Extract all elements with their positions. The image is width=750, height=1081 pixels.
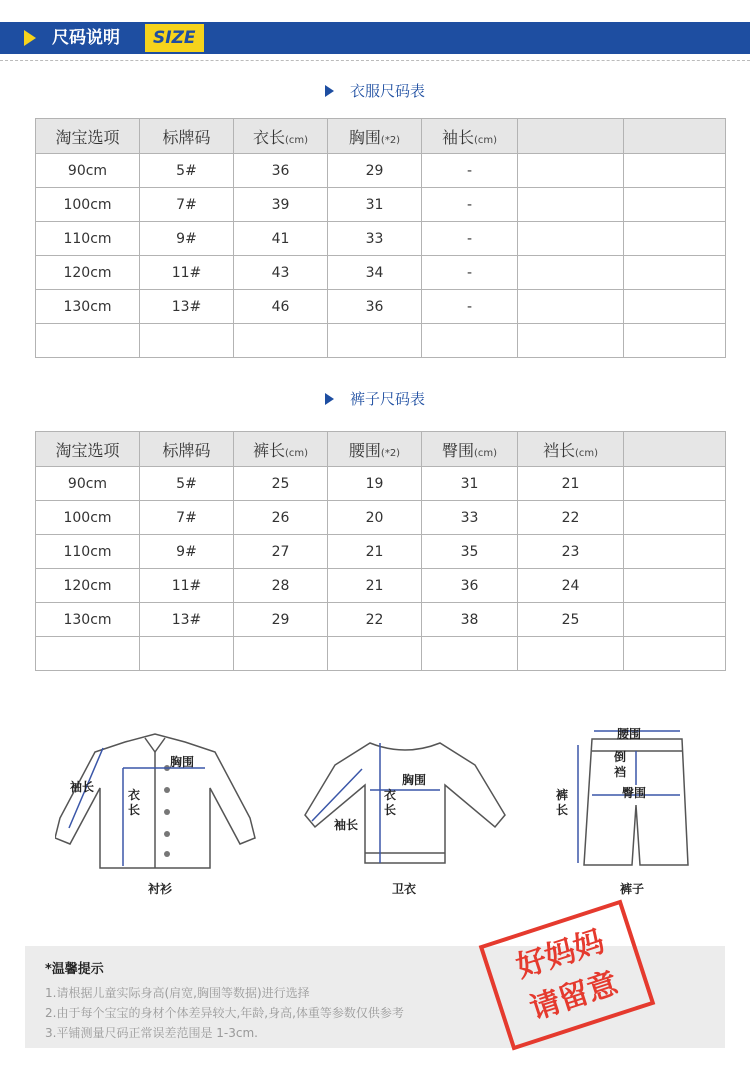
column-header: 标牌码 <box>140 432 234 467</box>
table-cell: 39 <box>234 188 328 222</box>
table-cell: 36 <box>234 154 328 188</box>
table-cell: 22 <box>518 501 624 535</box>
table-cell: 25 <box>234 467 328 501</box>
table-cell: 120cm <box>36 256 140 290</box>
play-arrow-icon <box>24 30 36 46</box>
table-cell <box>518 290 624 324</box>
column-header: 裤长(cm) <box>234 432 328 467</box>
table-cell: 7# <box>140 188 234 222</box>
table-cell: 31 <box>328 188 422 222</box>
column-header: 衣长(cm) <box>234 119 328 154</box>
table-cell: 25 <box>518 603 624 637</box>
tips-line: 2.由于每个宝宝的身材个体差异较大,年龄,身高,体重等参数仅供参考 <box>45 1006 404 1020</box>
table-cell: 5# <box>140 154 234 188</box>
table-cell: 110cm <box>36 222 140 256</box>
table-cell: 9# <box>140 222 234 256</box>
table-cell: - <box>422 290 518 324</box>
table-cell: 90cm <box>36 467 140 501</box>
shirt-chest-label: 胸围 <box>170 755 195 769</box>
table-cell <box>140 637 234 671</box>
table-cell: - <box>422 222 518 256</box>
shirt-sleeve-label: 袖长 <box>70 780 95 794</box>
table-cell: 34 <box>328 256 422 290</box>
table-cell <box>624 290 726 324</box>
table-cell <box>518 188 624 222</box>
pants-name-label: 裤子 <box>620 882 645 896</box>
tips-heading: *温馨提示 <box>45 962 104 977</box>
table-cell: 5# <box>140 467 234 501</box>
table-cell <box>140 324 234 358</box>
table-cell <box>624 188 726 222</box>
table-cell: 20 <box>328 501 422 535</box>
table-cell: 31 <box>422 467 518 501</box>
table-cell: 36 <box>328 290 422 324</box>
table-cell: 24 <box>518 569 624 603</box>
column-header: 胸围(*2) <box>328 119 422 154</box>
pants-waist-label: 腰围 <box>617 727 642 741</box>
column-header <box>518 119 624 154</box>
table-cell <box>518 324 624 358</box>
table-cell <box>518 222 624 256</box>
table-row <box>36 222 726 256</box>
sweater-length-label: 衣长 <box>384 788 397 817</box>
table-row <box>36 188 726 222</box>
table-cell <box>624 603 726 637</box>
size-header-bar <box>0 22 750 54</box>
size-tag: SIZE <box>145 24 204 52</box>
table-cell: 26 <box>234 501 328 535</box>
table-cell: 33 <box>422 501 518 535</box>
table-cell <box>518 256 624 290</box>
table-cell: 28 <box>234 569 328 603</box>
tops-size-table <box>35 118 726 358</box>
table-row <box>36 501 726 535</box>
play-arrow-icon <box>325 393 334 405</box>
table-row <box>36 569 726 603</box>
tips-line: 3.平铺测量尺码正常误差范围是 1-3cm. <box>45 1026 258 1040</box>
table-cell <box>36 637 140 671</box>
column-header: 淘宝选项 <box>36 432 140 467</box>
sweater-sleeve-label: 袖长 <box>334 818 359 832</box>
table-cell: 29 <box>234 603 328 637</box>
sweater-chest-label: 胸围 <box>402 773 427 787</box>
table-cell: 23 <box>518 535 624 569</box>
table-row <box>36 290 726 324</box>
table-cell: 11# <box>140 569 234 603</box>
table-row <box>36 154 726 188</box>
table-cell: 9# <box>140 535 234 569</box>
table-cell <box>624 535 726 569</box>
table-cell: 130cm <box>36 603 140 637</box>
tops-section-title: 衣服尺码表 <box>0 80 750 101</box>
shirt-length-label: 衣长 <box>128 788 141 817</box>
table-cell: 13# <box>140 290 234 324</box>
table-cell: 29 <box>328 154 422 188</box>
table-cell: 46 <box>234 290 328 324</box>
table-cell: 36 <box>422 569 518 603</box>
table-row <box>36 603 726 637</box>
table-row <box>36 535 726 569</box>
pants-rise-label: 倒裆 <box>614 750 627 779</box>
table-cell <box>624 637 726 671</box>
shirt-name-label: 衬衫 <box>148 882 173 896</box>
table-cell <box>518 637 624 671</box>
table-cell: 22 <box>328 603 422 637</box>
divider <box>0 60 750 61</box>
pants-section-title: 裤子尺码表 <box>0 388 750 409</box>
table-cell: 110cm <box>36 535 140 569</box>
table-row <box>36 324 726 358</box>
table-row <box>36 467 726 501</box>
table-cell: - <box>422 188 518 222</box>
column-header: 淘宝选项 <box>36 119 140 154</box>
table-row <box>36 637 726 671</box>
table-cell: 38 <box>422 603 518 637</box>
table-cell: - <box>422 154 518 188</box>
table-cell <box>328 637 422 671</box>
table-cell: 13# <box>140 603 234 637</box>
table-cell <box>234 324 328 358</box>
column-header: 臀围(cm) <box>422 432 518 467</box>
table-cell: 7# <box>140 501 234 535</box>
table-cell: 21 <box>328 569 422 603</box>
stamp-line-2: 请留意 <box>525 965 623 1027</box>
table-cell <box>624 154 726 188</box>
table-cell: 35 <box>422 535 518 569</box>
table-cell <box>36 324 140 358</box>
table-cell: 130cm <box>36 290 140 324</box>
table-cell <box>624 222 726 256</box>
table-cell: 27 <box>234 535 328 569</box>
table-cell <box>518 154 624 188</box>
table-cell <box>624 569 726 603</box>
table-cell: 120cm <box>36 569 140 603</box>
pants-hip-label: 臀围 <box>622 786 647 800</box>
table-cell: 11# <box>140 256 234 290</box>
play-arrow-icon <box>325 85 334 97</box>
column-header: 腰围(*2) <box>328 432 422 467</box>
table-cell <box>624 324 726 358</box>
table-cell: 100cm <box>36 188 140 222</box>
stamp-line-1: 好妈妈 <box>512 924 609 986</box>
table-cell <box>624 501 726 535</box>
table-cell <box>234 637 328 671</box>
pants-length-label: 裤长 <box>556 788 569 817</box>
table-cell: 41 <box>234 222 328 256</box>
table-cell: 43 <box>234 256 328 290</box>
table-cell <box>624 256 726 290</box>
column-header: 标牌码 <box>140 119 234 154</box>
column-header <box>624 432 726 467</box>
table-cell <box>624 467 726 501</box>
table-cell: 100cm <box>36 501 140 535</box>
table-cell <box>422 324 518 358</box>
table-row <box>36 256 726 290</box>
table-cell: - <box>422 256 518 290</box>
table-cell: 90cm <box>36 154 140 188</box>
table-cell <box>422 637 518 671</box>
column-header <box>624 119 726 154</box>
sweater-diagram <box>300 735 510 870</box>
column-header: 袖长(cm) <box>422 119 518 154</box>
pants-size-table <box>35 431 726 671</box>
shirt-diagram <box>55 728 265 878</box>
table-cell: 19 <box>328 467 422 501</box>
sweater-name-label: 卫衣 <box>392 882 417 896</box>
column-header: 裆长(cm) <box>518 432 624 467</box>
table-cell: 21 <box>328 535 422 569</box>
table-cell: 33 <box>328 222 422 256</box>
tips-line: 1.请根据儿童实际身高(肩宽,胸围等数据)进行选择 <box>45 986 310 1000</box>
table-cell: 21 <box>518 467 624 501</box>
header-title: 尺码说明 <box>52 28 120 48</box>
table-cell <box>328 324 422 358</box>
